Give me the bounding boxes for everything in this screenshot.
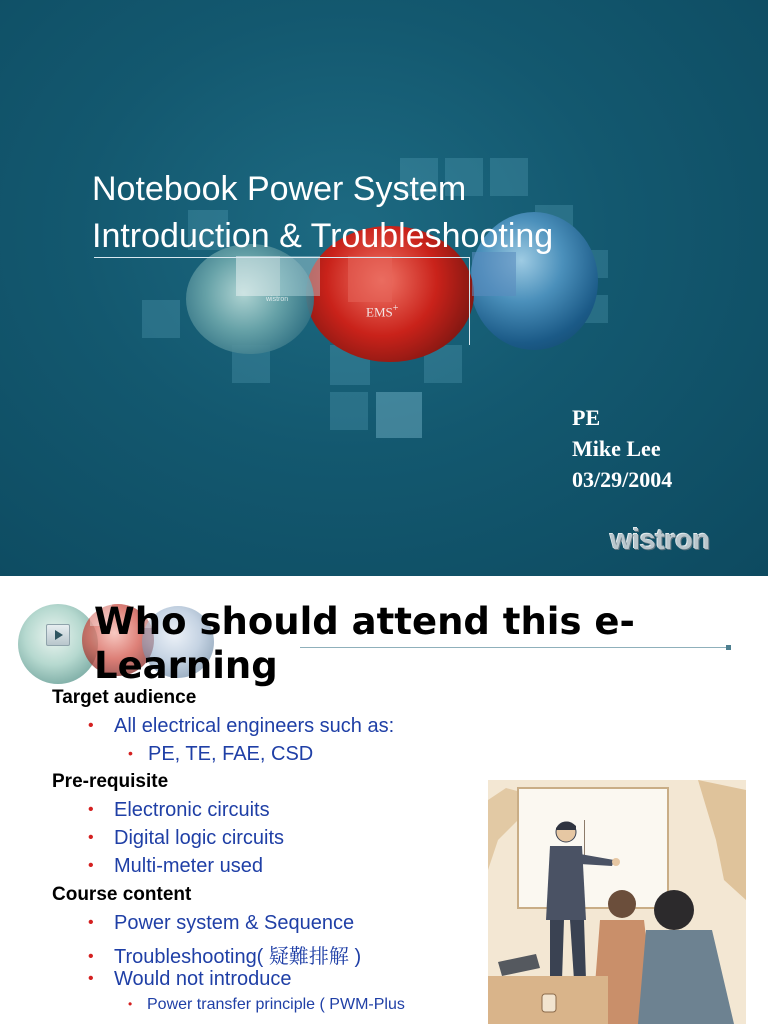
wistron-logo: wistron xyxy=(610,524,710,556)
bullet-icon: • xyxy=(88,948,94,965)
photo-wistron-label: wistron xyxy=(266,296,289,303)
sub-list-item xyxy=(128,743,313,766)
presenter-info xyxy=(572,402,672,495)
sub-list-item-text: Power transfer principle ( PWM-Plus xyxy=(147,996,405,1013)
bullet-icon: • xyxy=(88,717,94,734)
section-heading: Course content xyxy=(52,884,192,905)
list-item-text: Digital logic circuits xyxy=(114,827,285,849)
slide-title: Who should attend this e-Learning xyxy=(94,600,635,687)
ems-plus: + xyxy=(392,303,399,314)
mosaic-tile xyxy=(142,300,180,338)
list-item xyxy=(88,912,354,935)
list-item-text: All electrical engineers such as: xyxy=(114,715,395,737)
ems-text: EMS xyxy=(366,304,393,320)
list-item-text: Troubleshooting( 疑難排解 ) xyxy=(114,946,362,968)
presenter-name: Mike Lee xyxy=(572,436,661,461)
presentation-date: 03/29/2004 xyxy=(572,467,673,492)
list-item-text: Power system & Sequence xyxy=(114,912,355,934)
title-underline xyxy=(94,257,470,258)
mosaic-tile xyxy=(280,256,320,296)
list-item-text: Electronic circuits xyxy=(114,799,270,821)
section-heading: Target audience xyxy=(52,687,197,708)
mosaic-tile xyxy=(348,256,392,302)
list-item xyxy=(88,715,394,738)
list-item-text: Would not introduce xyxy=(114,968,292,990)
title-vertical-rule xyxy=(469,257,470,345)
list-item xyxy=(88,968,292,991)
mosaic-tile xyxy=(236,256,280,296)
bullet-icon: • xyxy=(88,801,94,818)
bullet-icon: • xyxy=(88,829,94,846)
classroom-illustration xyxy=(488,780,746,1024)
title-underline xyxy=(300,647,728,648)
mosaic-tile xyxy=(376,392,422,438)
title-underline-end xyxy=(726,645,731,650)
bullet-icon: • xyxy=(128,997,133,1011)
slide-title-line-1: Notebook Power System xyxy=(92,170,467,208)
slide-title-line-2: Introduction & Troubleshooting xyxy=(92,217,554,255)
mosaic-tile xyxy=(330,392,368,430)
sub-list-item-text: PE, TE, FAE, CSD xyxy=(148,743,314,765)
list-item xyxy=(88,799,270,822)
bullet-icon: • xyxy=(128,745,133,761)
list-item xyxy=(88,827,284,850)
bullet-icon: • xyxy=(88,970,94,987)
sub-list-item xyxy=(128,996,405,1014)
bullet-icon: • xyxy=(88,857,94,874)
section-heading: Pre-requisite xyxy=(52,771,169,792)
bullet-icon: • xyxy=(88,914,94,931)
department: PE xyxy=(572,405,601,430)
slide-title xyxy=(92,166,553,260)
list-item xyxy=(88,855,263,878)
list-item xyxy=(88,940,361,969)
agenda-slide xyxy=(0,576,768,1024)
list-item-text: Multi-meter used xyxy=(114,855,263,877)
play-icon[interactable] xyxy=(46,624,70,646)
photo-ems-label xyxy=(366,303,398,320)
